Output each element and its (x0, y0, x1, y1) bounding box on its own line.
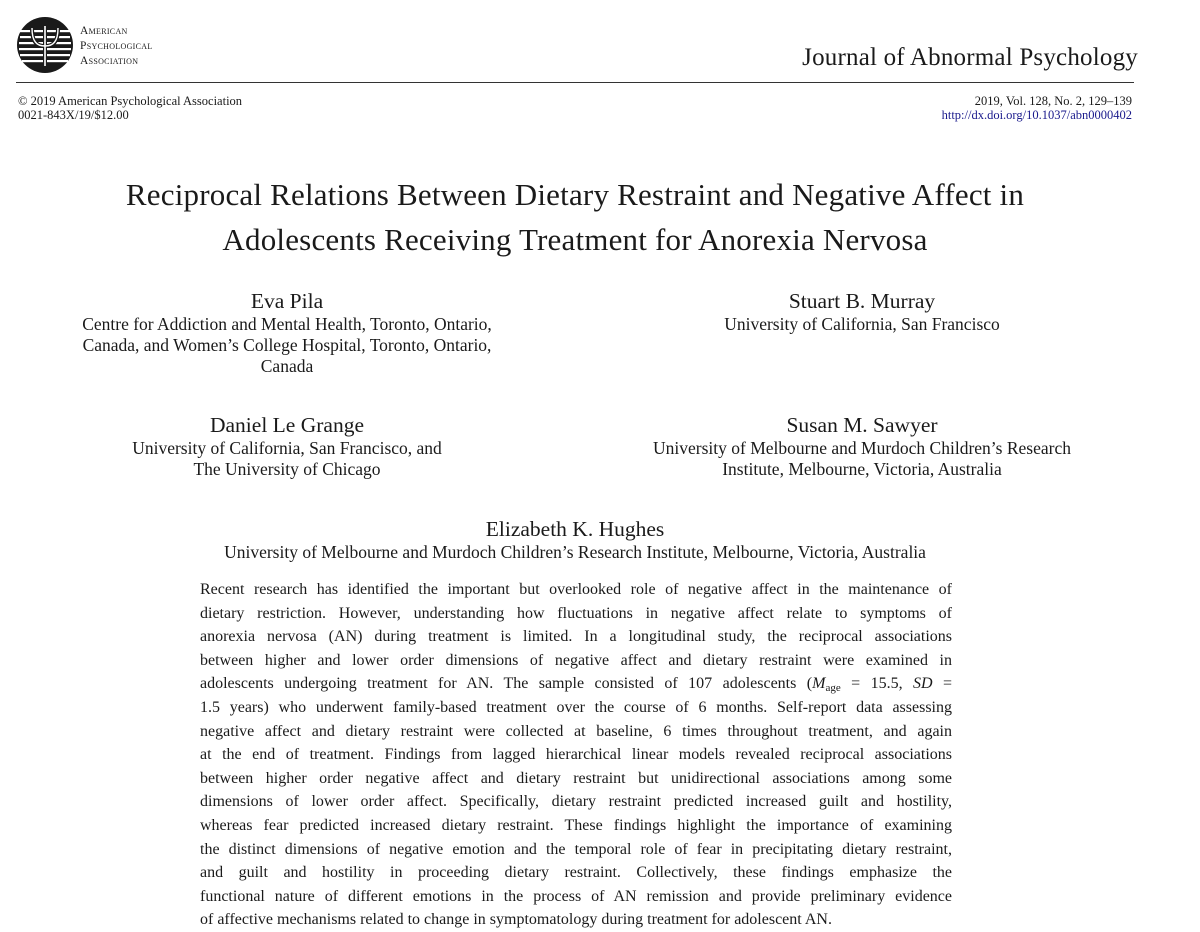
author-name: Eva Pila (250, 289, 324, 313)
author-block (0, 516, 1150, 563)
abstract-line-text: adolescents undergoing treatment for AN. The sample consisted of 107 adolescents ( (200, 675, 813, 693)
apa-psi-logo-icon (16, 16, 74, 74)
journal-header (16, 16, 1136, 80)
author-name: Daniel Le Grange (209, 413, 364, 437)
issn-price: 0021-843X/19/$12.00 (18, 108, 129, 122)
journal-title: Journal of Abnormal Psychology (802, 44, 1138, 71)
abstract-line: Recent research has identified the important but overlooked role of negative affect in the maintenance of (200, 581, 952, 598)
abstract-line: anorexia nervosa (AN) during treatment is limited. In a longitudinal study, the reciprocal associations (200, 628, 952, 646)
volume-info: 2019, Vol. 128, No. 2, 129–139 (974, 94, 1132, 108)
abstract-line: 1.5 years) who underwent family-based treatment over the course of 6 months. Self-report data assessing (200, 698, 952, 716)
abstract-line: at the end of treatment. Findings from lagged hierarchical linear models revealed reciprocal associations (200, 746, 952, 764)
abstract-line-stats (200, 672, 952, 696)
abstract-line: negative affect and dietary restraint were collected at baseline, 6 times throughout treatment, and again (200, 722, 952, 740)
stat-mean-subscript: age (825, 682, 841, 695)
stat-sd: SD (912, 675, 933, 693)
header-divider (16, 82, 1134, 83)
abstract-line: the distinct dimensions of negative emotion and the temporal role of fear in precipitating dietary restraint, (200, 840, 952, 858)
author-affiliation: Canada (260, 356, 314, 376)
author-affiliation: University of California, San Francisco (724, 314, 1000, 334)
author-name: Elizabeth K. Hughes (485, 517, 665, 541)
abstract-line: between higher order negative affect and dietary restraint but unidirectional associations among some (200, 769, 952, 787)
author-block (574, 412, 1150, 480)
copyright-block (18, 94, 242, 122)
author-affiliation: Canada, and Women’s College Hospital, Toronto, Ontario, (82, 335, 492, 355)
citation-block (942, 94, 1132, 122)
author-name: Stuart B. Murray (788, 289, 936, 313)
author-affiliation: University of Melbourne and Murdoch Children’s Research Institute, Melbourne, Victoria, Australia (224, 542, 926, 562)
author-affiliation: Institute, Melbourne, Victoria, Australia (722, 459, 1002, 479)
abstract-line: whereas fear predicted increased dietary restraint. These findings highlight the importance of examining (200, 816, 952, 834)
doi-link[interactable]: http://dx.doi.org/10.1037/abn0000402 (941, 108, 1132, 122)
abstract-line: dietary restriction. However, understanding how fluctuations in negative affect relate to symptoms of (200, 604, 952, 622)
author-block (0, 288, 574, 377)
abstract-line: of affective mechanisms related to change in symptomatology during treatment for adolescent AN. (200, 911, 832, 929)
author-affiliation: University of California, San Francisco, and (132, 438, 442, 458)
abstract (200, 578, 952, 932)
stat-mean: M (812, 675, 826, 693)
abstract-line: between higher and lower order dimensions of negative affect and dietary restraint were examined in (200, 651, 952, 669)
author-affiliation: The University of Chicago (193, 459, 381, 479)
abstract-line: dimensions of lower order affect. Specifically, dietary restraint predicted increased guilt and hostility, (200, 793, 952, 811)
author-block (574, 288, 1150, 335)
author-block (0, 412, 574, 480)
author-affiliation: University of Melbourne and Murdoch Children’s Research (653, 438, 1071, 458)
abstract-line: functional nature of different emotions in the process of AN remission and provide preliminary evidence (200, 887, 952, 905)
paper-title: Reciprocal Relations Between Dietary Restraint and Negative Affect in Adolescents Receiving Treatment for Anorexia Nervosa (125, 177, 1025, 257)
stat-mean-value: = 15.5, (840, 675, 913, 693)
copyright-text: © 2019 American Psychological Association (18, 94, 243, 108)
publisher-name: American Psychological Association (80, 25, 153, 67)
abstract-line: and guilt and hostility in proceeding dietary restraint. Collectively, these findings emphasize the (200, 864, 952, 882)
author-affiliation: Centre for Addiction and Mental Health, Toronto, Ontario, (82, 314, 492, 334)
author-name: Susan M. Sawyer (786, 413, 938, 437)
stat-sd-value: = (932, 675, 952, 693)
